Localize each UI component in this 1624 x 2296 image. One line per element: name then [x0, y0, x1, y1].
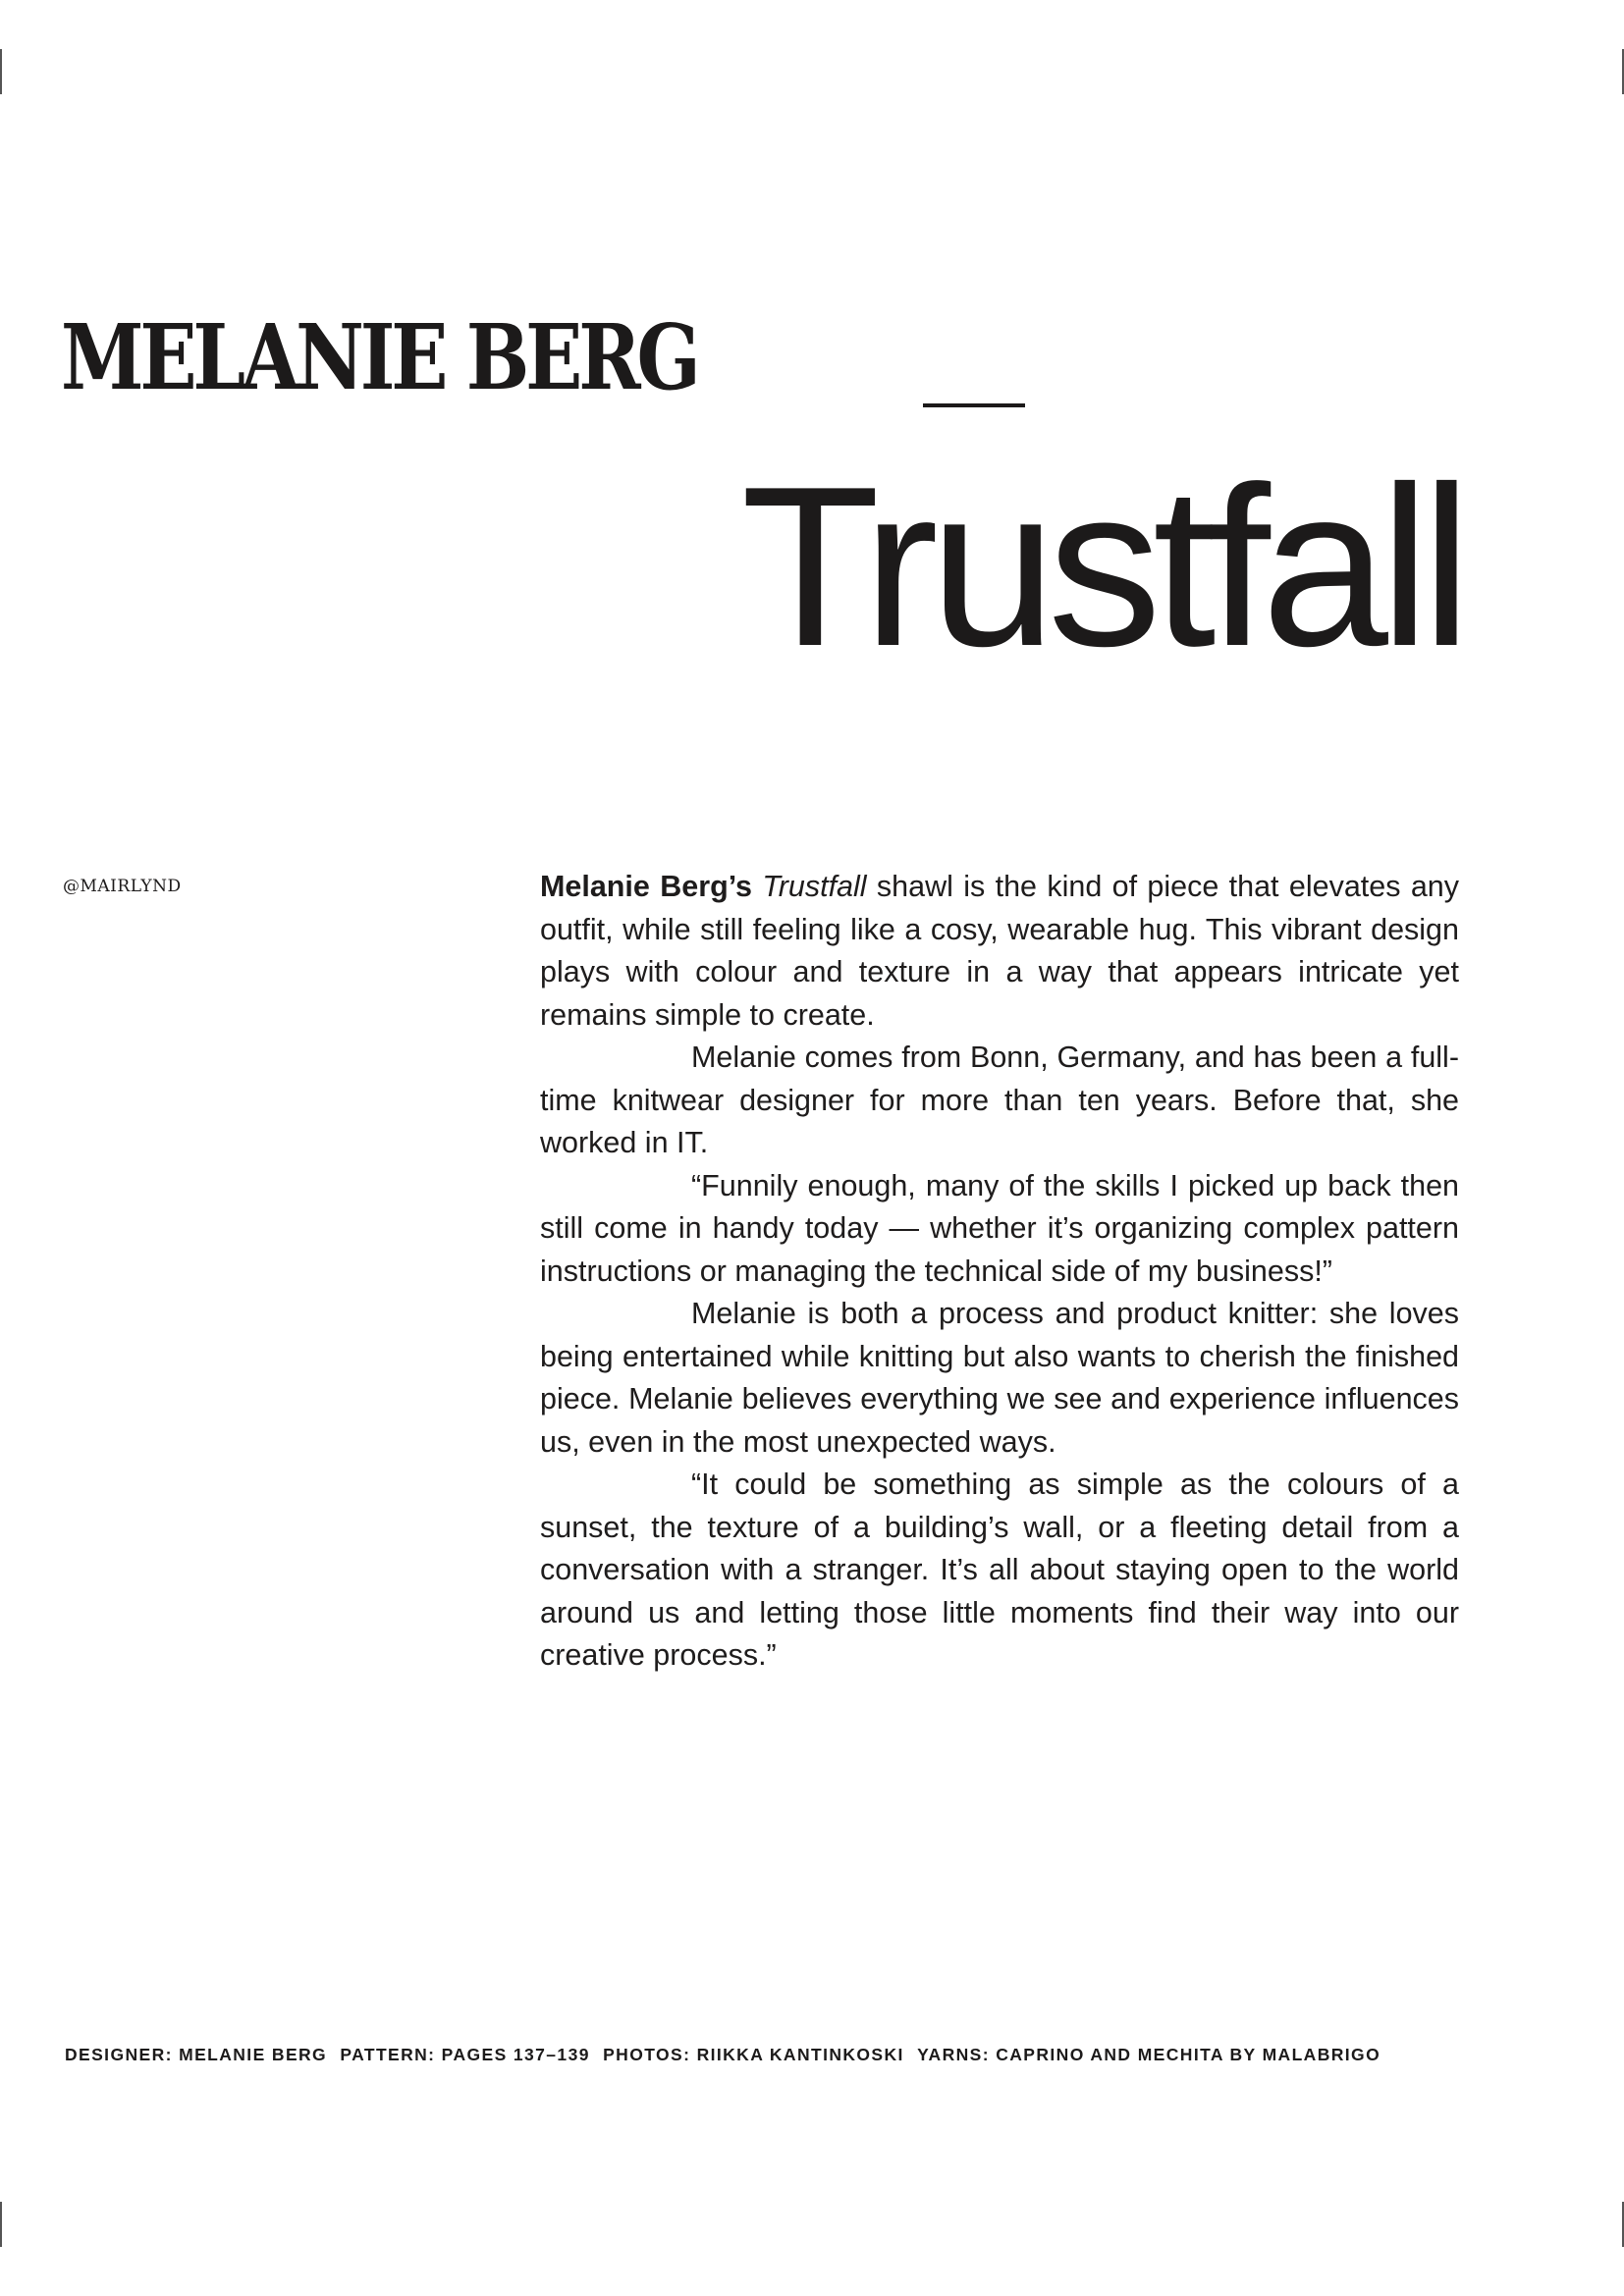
credit-designer: DESIGNER: MELANIE BERG [65, 2045, 328, 2064]
article-paragraph-5: “It could be something as simple as the colours of a sunset, the texture of a building’s wall, or a fleeting detail from a conversation with a stranger. It’s all about staying open to the world around us and letting those little moments find their way into our creative process.” [540, 1468, 1459, 1672]
article-paragraph-2: Melanie comes from Bonn, Germany, and has been a full-time knitwear designer for more than ten years. Before that, she worked in IT. [540, 1041, 1459, 1159]
designer-name-heading: MELANIE BERG [61, 304, 697, 410]
article-paragraph-4: Melanie is both a process and product knitter: she loves being entertained while knitting but also wants to cherish the finished piece. Melanie believes everything we see and experience influences us, even in the most unexpected ways. [540, 1297, 1459, 1459]
pattern-title: Trustfall [740, 440, 1463, 694]
credits-line [65, 2045, 1459, 2065]
article-paragraph-3: “Funnily enough, many of the skills I picked up back then still come in handy today — whether it’s organizing complex pattern instructions or managing the technical side of my business!” [540, 1168, 1459, 1288]
credit-yarns: YARNS: CAPRINO AND MECHITA BY MALABRIGO [917, 2045, 1381, 2064]
article-paragraph-1 [540, 866, 1459, 1037]
crop-mark-bottom-left [0, 2202, 2, 2247]
social-handle: @MAIRLYND [63, 877, 182, 896]
paragraph-1-text: shawl is the kind of piece that elevates any outfit, while still feeling like a cosy, wearable hug. This vibrant design plays with colour and texture in a way that appears intricate yet remains simple to create. [540, 870, 1459, 1032]
lead-pattern-title: Trustfall [762, 870, 867, 903]
title-dash [923, 403, 1025, 407]
lead-designer-name: Melanie Berg’s [540, 870, 753, 903]
crop-mark-top-left [0, 49, 2, 94]
credit-photos: PHOTOS: RIIKKA KANTINKOSKI [603, 2045, 904, 2064]
credit-pattern: PATTERN: PAGES 137–139 [340, 2045, 590, 2064]
article-body [540, 866, 1459, 1678]
